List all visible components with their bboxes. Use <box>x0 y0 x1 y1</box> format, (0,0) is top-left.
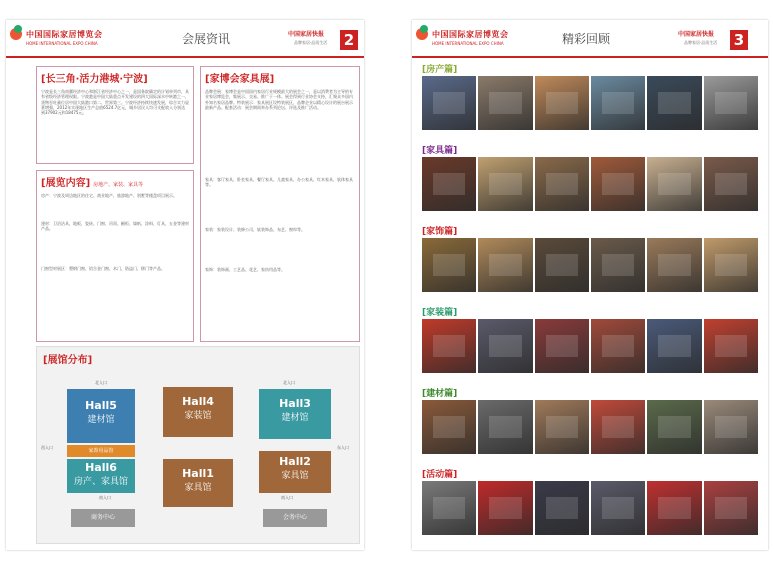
review-section-title: [家装篇] <box>422 308 458 318</box>
content-box <box>36 170 194 342</box>
event-photo <box>591 238 645 292</box>
content-text-b: 建材：卫浴洁具、地板、瓷砖、门窗、吊顶、橱柜、墙纸、涂料、灯具、五金等建材产品。 <box>41 221 189 232</box>
hall-4: Hall4 家装馆 <box>163 387 233 437</box>
photo-highlight <box>489 497 522 519</box>
event-photo <box>591 76 645 130</box>
event-photo <box>422 76 476 130</box>
event-photo <box>647 400 701 454</box>
review-section-4 <box>422 388 758 454</box>
event-photo <box>478 157 532 211</box>
corridor-hall: 家饰用品馆 <box>67 445 135 457</box>
event-photo <box>704 238 758 292</box>
gate-south-2: 南入口 <box>281 495 293 500</box>
event-photo <box>591 157 645 211</box>
review-section-title: [房产篇] <box>422 65 458 75</box>
event-photo <box>478 481 532 535</box>
photo-highlight <box>489 92 522 114</box>
page-number-right: 3 <box>730 30 748 50</box>
review-section-2 <box>422 226 758 292</box>
photo-highlight <box>546 173 579 195</box>
gate-east: 东入口 <box>337 445 349 450</box>
hall-map-box <box>36 346 360 544</box>
review-section-3 <box>422 307 758 373</box>
furniture-text: 品牌会展：家博会是中国国内家居行业规模最大的展会之一，是以消费者为主导的专业家居博览会，集展示、交易、推广于一体。展会得到行业协会支持，汇聚众多国内外知名家居品牌。特装展示：家具展区设特装展区，品牌企业以精心设计的展台展示最新产品。配套活动：展会期间举办系列论坛、评选及推广活动。 <box>205 89 353 110</box>
photo-highlight <box>658 335 691 357</box>
left-page <box>6 20 364 550</box>
photo-highlight <box>602 416 635 438</box>
review-section-title: [家饰篇] <box>422 227 458 237</box>
photo-highlight <box>546 335 579 357</box>
event-photo <box>535 238 589 292</box>
photo-highlight <box>546 497 579 519</box>
photo-highlight <box>602 335 635 357</box>
photo-highlight <box>602 497 635 519</box>
kuaibao-tag-sub: 品牌家居·品质生活 <box>294 40 328 45</box>
photo-row <box>422 319 758 373</box>
gate-north-1: 北入口 <box>95 380 107 385</box>
content-title: [展览内容] 房地产、家装、家具等 <box>41 178 144 189</box>
photo-row <box>422 238 758 292</box>
photo-highlight <box>489 335 522 357</box>
event-photo <box>704 319 758 373</box>
right-header <box>412 20 768 58</box>
photo-row <box>422 481 758 535</box>
photo-highlight <box>433 497 466 519</box>
header-rule <box>6 56 364 58</box>
event-photo <box>591 400 645 454</box>
event-photo <box>535 400 589 454</box>
event-photo <box>647 319 701 373</box>
event-photo <box>647 238 701 292</box>
content-text-c: 门窗型材展区：塑钢门窗、铝合金门窗、木门、防盗门、移门等产品。 <box>41 266 165 271</box>
photo-highlight <box>546 254 579 276</box>
photo-row <box>422 157 758 211</box>
event-photo <box>591 319 645 373</box>
event-photo <box>535 481 589 535</box>
content-text-a: 房产：宁波及周边地区的住宅、商业地产、旅游地产、别墅等楼盘项目展示。 <box>41 193 177 198</box>
photo-highlight <box>715 335 748 357</box>
event-photo <box>478 238 532 292</box>
hall-6: Hall6 房产、家具馆 <box>67 459 135 493</box>
photo-highlight <box>602 254 635 276</box>
expo-logo-leaf-icon <box>14 25 22 33</box>
event-photo <box>422 319 476 373</box>
review-section-1 <box>422 145 758 211</box>
photo-highlight <box>433 335 466 357</box>
gate-north-2: 北入口 <box>283 380 295 385</box>
brand-subtitle-right: HOME INTERNATIONAL EXPO CHINA <box>432 41 504 46</box>
right-page <box>412 20 768 550</box>
event-photo <box>647 481 701 535</box>
photo-highlight <box>658 92 691 114</box>
event-photo <box>647 76 701 130</box>
photo-highlight <box>602 92 635 114</box>
hall-3: Hall3 建材馆 <box>259 389 331 439</box>
furniture-title: [家博会家具展] <box>205 74 275 85</box>
photo-row <box>422 400 758 454</box>
photo-highlight <box>489 416 522 438</box>
brand-title-right: 中国国际家居博览会 <box>432 30 509 39</box>
event-photo <box>422 481 476 535</box>
photo-highlight <box>715 254 748 276</box>
photo-highlight <box>658 254 691 276</box>
section-title-right: 精彩回顾 <box>562 32 611 46</box>
photo-highlight <box>433 416 466 438</box>
event-photo <box>591 481 645 535</box>
event-photo <box>422 157 476 211</box>
photo-highlight <box>489 173 522 195</box>
photo-row <box>422 76 758 130</box>
conference-center: 会务中心 <box>263 509 327 527</box>
ningbo-text: 宁波是长三角南翼经济中心和浙江省经济中心之一，是国务院确定的计划单列市，具有省级经济管理权限。宁波港是中国大陆重点开发建设的四大国际深水中转港之一，货物吞吐量位居中国大陆港口第二、世界第三。宁波经济持续快速发展，综合实力显著增强，2012年实现地区生产总值6524.7亿元，城乡居民人均可支配收入分别达到37902元和18475元。 <box>41 89 189 116</box>
brand-subtitle: HOME INTERNATIONAL EXPO CHINA <box>26 41 98 46</box>
photo-highlight <box>546 416 579 438</box>
hall-map-title: [展馆分布] <box>43 355 93 366</box>
review-section-0 <box>422 64 758 130</box>
section-title: 会展资讯 <box>182 32 231 46</box>
photo-highlight <box>433 92 466 114</box>
review-section-title: [建材篇] <box>422 389 458 399</box>
photo-highlight <box>658 497 691 519</box>
furniture-text-b: 家具：客厅家具、卧室家具、餐厅家具、儿童家具、办公家具、红木家具、软体家具等。 <box>205 177 353 188</box>
photo-highlight <box>546 92 579 114</box>
photo-highlight <box>433 254 466 276</box>
photo-highlight <box>715 416 748 438</box>
left-header <box>6 20 364 58</box>
ningbo-box <box>36 66 194 164</box>
furniture-text-c: 家装：家装设计、装修公司、软装饰品、布艺、窗帘等。 <box>205 227 305 232</box>
gate-south-1: 南入口 <box>99 495 111 500</box>
event-photo <box>704 481 758 535</box>
photo-highlight <box>658 173 691 195</box>
event-photo <box>535 319 589 373</box>
kuaibao-tag-right: 中国家居快报 <box>678 31 715 38</box>
kuaibao-tag-sub-right: 品牌家居·品质生活 <box>684 40 718 45</box>
event-photo <box>422 400 476 454</box>
hall-2: Hall2 家具馆 <box>259 451 331 493</box>
photo-highlight <box>715 497 748 519</box>
event-photo <box>704 400 758 454</box>
page-number: 2 <box>340 30 358 50</box>
ningbo-title: [长三角·活力港城·宁波] <box>41 74 148 85</box>
event-photo <box>478 76 532 130</box>
photo-highlight <box>715 173 748 195</box>
hall-1: Hall1 家具馆 <box>163 459 233 507</box>
expo-logo-leaf-icon-right <box>420 25 428 33</box>
event-photo <box>647 157 701 211</box>
furniture-text-d: 家饰：装饰画、工艺品、花艺、家纺用品等。 <box>205 267 285 272</box>
hall-5: Hall5 建材馆 <box>67 389 135 443</box>
review-section-title: [活动篇] <box>422 470 458 480</box>
event-photo <box>535 76 589 130</box>
content-subtitle: 房地产、家装、家具等 <box>93 182 144 188</box>
review-section-5 <box>422 469 758 535</box>
kuaibao-tag: 中国家居快报 <box>288 31 325 38</box>
event-photo <box>422 238 476 292</box>
photo-highlight <box>715 92 748 114</box>
gate-west: 西入口 <box>41 445 53 450</box>
photo-highlight <box>489 254 522 276</box>
event-photo <box>478 400 532 454</box>
event-photo <box>704 157 758 211</box>
photo-highlight <box>602 173 635 195</box>
business-center: 商务中心 <box>71 509 135 527</box>
event-photo <box>478 319 532 373</box>
event-photo <box>535 157 589 211</box>
event-photo <box>704 76 758 130</box>
photo-highlight <box>433 173 466 195</box>
brand-title: 中国国际家居博览会 <box>26 30 103 39</box>
photo-highlight <box>658 416 691 438</box>
header-rule-right <box>412 56 768 58</box>
furniture-box <box>200 66 360 342</box>
review-section-title: [家具篇] <box>422 146 458 156</box>
